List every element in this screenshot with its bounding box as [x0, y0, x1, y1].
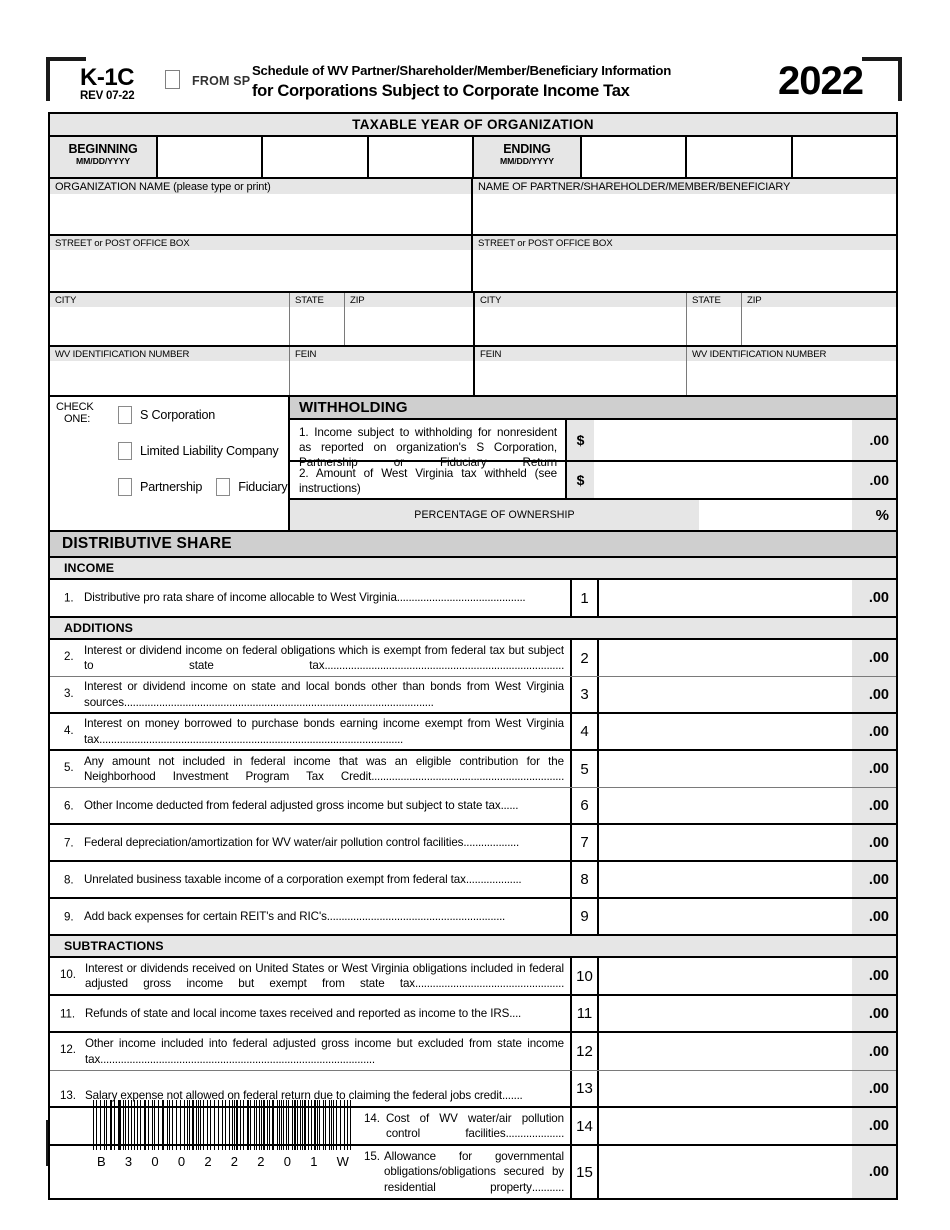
line-9-cents: .00	[852, 899, 896, 934]
line-7-cents: .00	[852, 825, 896, 860]
organization-zip-caption: ZIP	[345, 293, 473, 307]
line-row-12	[50, 1033, 896, 1071]
line-6-description	[50, 788, 572, 823]
city-state-zip-row	[50, 293, 896, 347]
organization-city-caption: CITY	[50, 293, 289, 307]
partner-city-block	[475, 293, 687, 345]
line-13-text: Salary expense not allowed on federal return due to claiming the federal jobs credit	[85, 1088, 502, 1102]
form-title-line1: Schedule of WV Partner/Shareholder/Member/Beneficiary Information	[252, 63, 672, 78]
line-14-number: 14.	[364, 1111, 380, 1125]
line-8-text: Unrelated business taxable income of a corporation exempt from federal tax	[84, 872, 466, 886]
percentage-of-ownership-field[interactable]	[699, 500, 852, 530]
organization-state-caption: STATE	[290, 293, 344, 307]
line-8-dots: ...................	[465, 872, 522, 886]
percentage-of-ownership-row	[290, 500, 896, 530]
line-6-dots: ......	[500, 798, 519, 812]
ending-day-field[interactable]	[687, 137, 792, 177]
line-6-number: 6.	[64, 798, 74, 812]
line-14-amount-field[interactable]	[599, 1108, 852, 1144]
identification-row	[50, 347, 896, 397]
line-7-box-number: 7	[572, 825, 599, 860]
line-5-description	[50, 751, 572, 787]
organization-city-field[interactable]	[50, 307, 289, 345]
line-10-amount-field[interactable]	[599, 958, 852, 994]
organization-wvid-block	[50, 347, 290, 395]
line-12-dots: ..............................................................................................	[100, 1052, 375, 1066]
line-3-number: 3.	[64, 687, 74, 700]
line-7-number: 7.	[64, 835, 74, 849]
withholding-line-1-amount-field[interactable]	[594, 420, 852, 460]
partner-wvid-block	[687, 347, 896, 395]
line-14-dots: ....................	[505, 1127, 564, 1140]
barcode-char: 3	[124, 1154, 133, 1169]
percentage-of-ownership-label: PERCENTAGE OF OWNERSHIP	[290, 500, 699, 530]
percentage-of-ownership-sign: %	[852, 500, 896, 530]
barcode-bars	[93, 1100, 353, 1150]
line-row-4	[50, 714, 896, 751]
line-10-dots: ...................................................	[415, 977, 564, 990]
withholding-heading: WITHHOLDING	[290, 397, 896, 420]
line-2-text: Interest or dividend income on federal obligations which is exempt from federal tax but subject to state tax	[84, 643, 564, 672]
checkbox-fiduciary[interactable]	[216, 478, 230, 496]
line-7-text: Federal depreciation/amortization for WV water/air pollution control facilities	[84, 835, 464, 849]
partner-state-field[interactable]	[687, 307, 741, 345]
line-1-description	[50, 580, 572, 616]
line-13-box-number: 13	[572, 1071, 599, 1106]
line-4-text: Interest on money borrowed to purchase bonds earning income exempt from West Virginia tax	[84, 717, 564, 746]
partner-wvid-caption: WV IDENTIFICATION NUMBER	[687, 347, 896, 361]
form-revision: REV 07-22	[80, 90, 135, 102]
line-7-description	[50, 825, 572, 860]
organization-state-block	[290, 293, 345, 345]
partner-city-caption: CITY	[475, 293, 686, 307]
label-limited-liability-company: Limited Liability Company	[140, 444, 279, 458]
withholding-line-2-amount-field[interactable]	[594, 462, 852, 498]
line-12-cents: .00	[852, 1033, 896, 1070]
line-12-amount-field[interactable]	[599, 1033, 852, 1070]
line-12-box-number: 12	[572, 1033, 599, 1070]
partner-street-caption: STREET or POST OFFICE BOX	[473, 236, 896, 250]
barcode-char: 2	[204, 1154, 212, 1169]
line-2-amount-field[interactable]	[599, 640, 852, 676]
partner-name-caption: NAME OF PARTNER/SHAREHOLDER/MEMBER/BENEFICIARY	[473, 179, 896, 194]
organization-name-block	[50, 179, 473, 234]
line-12-description	[50, 1033, 572, 1070]
ending-year-field[interactable]	[793, 137, 896, 177]
street-row	[50, 236, 896, 293]
organization-name-field[interactable]	[50, 194, 471, 234]
line-row-9	[50, 899, 896, 936]
partner-street-block	[473, 236, 896, 291]
organization-street-block	[50, 236, 473, 291]
line-6-amount-field[interactable]	[599, 788, 852, 823]
withholding-block	[290, 397, 896, 530]
name-row	[50, 179, 896, 236]
barcode-char: 1	[310, 1154, 318, 1169]
entity-option-limited-liability-company[interactable]	[118, 442, 288, 460]
withholding-line-1-dollar-sign: $	[567, 420, 594, 460]
line-5-amount-field[interactable]	[599, 751, 852, 787]
organization-name-caption: ORGANIZATION NAME (please type or print)	[50, 179, 471, 194]
withholding-line-1	[290, 420, 896, 469]
withholding-line-1-text: 1. Income subject to withholding for nonresident as reported on organization's S Corporation, Partnership or Fiduciary Return	[290, 420, 567, 460]
partner-fein-field[interactable]	[475, 361, 686, 395]
line-3-description	[50, 677, 572, 712]
line-8-amount-field[interactable]	[599, 862, 852, 897]
line-9-dots: .............................................................	[326, 909, 505, 923]
line-10-number: 10.	[60, 968, 76, 981]
line-1-text: Distributive pro rata share of income allocable to West Virginia	[84, 591, 397, 605]
line-1-box-number: 1	[572, 580, 599, 616]
line-row-1	[50, 580, 896, 618]
line-row-6	[50, 788, 896, 825]
beginning-format: MM/DD/YYYY	[75, 156, 131, 166]
partner-state-caption: STATE	[687, 293, 741, 307]
line-9-box-number: 9	[572, 899, 599, 934]
line-5-box-number: 5	[572, 751, 599, 787]
partner-wvid-field[interactable]	[687, 361, 896, 395]
barcode-char: B	[97, 1154, 106, 1169]
withholding-line-2	[290, 462, 896, 500]
line-14-box-number: 14	[572, 1108, 599, 1144]
organization-zip-block	[345, 293, 475, 345]
line-5-text: Any amount not included in federal income that was an eligible contribution for the Neighborhood Investment Program Tax Credit	[84, 754, 564, 783]
checkbox-limited-liability-company[interactable]	[118, 442, 132, 460]
withholding-line-2-text: 2. Amount of West Virginia tax withheld (see instructions)	[290, 462, 567, 498]
line-3-dots: ..........................................................................................................	[123, 695, 434, 709]
line-15-box-number: 15	[572, 1146, 599, 1198]
section-heading-subtractions: SUBTRACTIONS	[50, 936, 896, 958]
withholding-line-2-dollar-sign: $	[567, 462, 594, 498]
line-6-box-number: 6	[572, 788, 599, 823]
form-title-line2: for Corporations Subject to Corporate Income Tax	[252, 81, 630, 100]
taxable-year-band-title: TAXABLE YEAR OF ORGANIZATION	[50, 114, 896, 137]
label-s-corporation: S Corporation	[140, 408, 216, 422]
organization-wvid-field[interactable]	[50, 361, 289, 395]
section-heading-additions: ADDITIONS	[50, 618, 896, 640]
from-sp-label: FROM SP	[192, 74, 251, 88]
from-sp-checkbox[interactable]	[165, 70, 180, 89]
form-title	[252, 63, 752, 101]
line-14-text: Cost of WV water/air pollution control facilities	[386, 1111, 564, 1140]
line-5-cents: .00	[852, 751, 896, 787]
ending-label-cell	[474, 137, 582, 177]
organization-state-field[interactable]	[290, 307, 344, 345]
partner-state-block	[687, 293, 742, 345]
line-12-number: 12.	[60, 1043, 76, 1056]
barcode-char: 0	[177, 1154, 186, 1169]
partner-city-field[interactable]	[475, 307, 686, 345]
line-row-2	[50, 640, 896, 677]
line-12-text: Other income included into federal adjusted gross income but excluded from state income tax	[85, 1037, 564, 1066]
taxable-year-row	[50, 137, 896, 179]
check-one-block	[50, 397, 290, 530]
line-15-number: 15.	[364, 1149, 380, 1163]
beginning-month-field[interactable]	[158, 137, 263, 177]
barcode-char: 0	[151, 1154, 159, 1169]
line-5-dots: ..................................................................	[371, 770, 564, 783]
line-10-description	[50, 958, 572, 994]
line-13-amount-field[interactable]	[599, 1071, 852, 1106]
check-one-label-line1: CHECK	[56, 401, 94, 413]
beginning-label-cell	[50, 137, 158, 177]
organization-city-block	[50, 293, 290, 345]
line-row-11	[50, 996, 896, 1033]
ending-label: ENDING	[503, 142, 551, 156]
line-15-amount-field[interactable]	[599, 1146, 852, 1198]
partner-name-block	[473, 179, 896, 234]
line-10-cents: .00	[852, 958, 896, 994]
organization-street-field[interactable]	[50, 250, 471, 291]
line-2-dots: ..................................................................................	[324, 659, 564, 672]
line-6-cents: .00	[852, 788, 896, 823]
line-3-box-number: 3	[572, 677, 599, 712]
line-4-amount-field[interactable]	[599, 714, 852, 749]
form-body	[48, 112, 898, 1200]
line-row-8	[50, 862, 896, 899]
line-3-text: Interest or dividend income on state and local bonds other than bonds from West Virginia sources	[84, 680, 564, 709]
beginning-year-field[interactable]	[369, 137, 474, 177]
line-4-box-number: 4	[572, 714, 599, 749]
line-11-text: Refunds of state and local income taxes received and reported as income to the IRS	[85, 1006, 510, 1020]
line-row-5	[50, 751, 896, 788]
line-15-dots: ...........	[531, 1180, 564, 1194]
checkbox-s-corporation[interactable]	[118, 406, 132, 424]
entity-type-and-withholding-row	[50, 397, 896, 532]
partner-fein-caption: FEIN	[475, 347, 686, 361]
line-11-dots: ....	[509, 1006, 521, 1020]
organization-zip-field[interactable]	[345, 307, 473, 345]
line-2-cents: .00	[852, 640, 896, 676]
line-4-dots: ........................................................................................................	[99, 732, 403, 746]
line-13-cents: .00	[852, 1071, 896, 1106]
withholding-line-1-cents: .00	[852, 420, 896, 460]
line-8-description	[50, 862, 572, 897]
barcode-char: 2	[230, 1154, 239, 1169]
line-6-text: Other Income deducted from federal adjusted gross income but subject to state tax	[84, 798, 501, 812]
line-15-text: Allowance for governmental obligations/obligations secured by residential property	[384, 1149, 564, 1194]
form-code: K-1C	[80, 64, 135, 91]
line-9-number: 9.	[64, 909, 74, 923]
line-13-dots: .......	[501, 1088, 523, 1102]
partner-zip-block	[742, 293, 896, 345]
line-8-number: 8.	[64, 872, 74, 886]
withholding-line-2-cents: .00	[852, 462, 896, 498]
line-11-cents: .00	[852, 996, 896, 1031]
organization-fein-field[interactable]	[290, 361, 473, 395]
line-4-description	[50, 714, 572, 749]
barcode-char: 2	[257, 1154, 265, 1169]
beginning-label: BEGINNING	[68, 142, 138, 156]
line-11-amount-field[interactable]	[599, 996, 852, 1031]
line-4-number: 4.	[64, 724, 74, 737]
line-11-description	[50, 996, 572, 1031]
line-10-box-number: 10	[572, 958, 599, 994]
check-one-label-line2: ONE:	[64, 413, 91, 425]
line-1-number: 1.	[64, 591, 74, 605]
line-row-7	[50, 825, 896, 862]
partner-zip-field[interactable]	[742, 307, 896, 345]
line-row-3	[50, 677, 896, 714]
barcode-char: 0	[283, 1154, 291, 1169]
line-1-dots: ............................................	[396, 591, 526, 605]
line-4-cents: .00	[852, 714, 896, 749]
organization-wvid-caption: WV IDENTIFICATION NUMBER	[50, 347, 289, 361]
line-10-text: Interest or dividends received on United States or West Virginia obligations included in federal adjusted gross income but exempt from state tax	[85, 961, 564, 990]
line-15-cents: .00	[852, 1146, 896, 1198]
ending-month-field[interactable]	[582, 137, 687, 177]
line-3-cents: .00	[852, 677, 896, 712]
beginning-day-field[interactable]	[263, 137, 368, 177]
line-8-box-number: 8	[572, 862, 599, 897]
label-partnership: Partnership	[140, 480, 203, 494]
line-5-number: 5.	[64, 761, 74, 774]
partner-street-field[interactable]	[473, 250, 896, 291]
line-7-amount-field[interactable]	[599, 825, 852, 860]
ending-format: MM/DD/YYYY	[499, 156, 554, 166]
line-11-number: 11.	[60, 1006, 75, 1020]
section-heading-income: INCOME	[50, 558, 896, 580]
line-9-text: Add back expenses for certain REIT's and RIC's	[84, 909, 327, 923]
line-7-dots: ...................	[463, 835, 519, 849]
line-3-amount-field[interactable]	[599, 677, 852, 712]
line-2-box-number: 2	[572, 640, 599, 676]
tax-year: 2022	[778, 59, 863, 103]
line-1-cents: .00	[852, 580, 896, 616]
line-9-description	[50, 899, 572, 934]
line-13-number: 13.	[60, 1088, 76, 1102]
line-2-number: 2.	[64, 650, 74, 663]
partner-name-field[interactable]	[473, 194, 896, 234]
barcode-text	[93, 1150, 353, 1169]
form-masthead	[80, 58, 870, 108]
line-8-cents: .00	[852, 862, 896, 897]
line-2-description	[50, 640, 572, 676]
line-row-10	[50, 958, 896, 996]
line-11-box-number: 11	[572, 996, 599, 1031]
partner-fein-block	[475, 347, 687, 395]
partner-zip-caption: ZIP	[742, 293, 896, 307]
line-9-amount-field[interactable]	[599, 899, 852, 934]
barcode-char: W	[336, 1154, 349, 1169]
line-14-cents: .00	[852, 1108, 896, 1144]
organization-fein-caption: FEIN	[290, 347, 473, 361]
form-barcode	[93, 1100, 353, 1169]
organization-fein-block	[290, 347, 475, 395]
organization-street-caption: STREET or POST OFFICE BOX	[50, 236, 471, 250]
entity-option-s-corporation[interactable]	[118, 406, 288, 424]
checkbox-partnership[interactable]	[118, 478, 132, 496]
label-fiduciary: Fiduciary	[238, 480, 288, 494]
distributive-share-heading: DISTRIBUTIVE SHARE	[50, 532, 896, 558]
entity-option-partnership-fiduciary	[118, 478, 288, 496]
line-1-amount-field[interactable]	[599, 580, 852, 616]
